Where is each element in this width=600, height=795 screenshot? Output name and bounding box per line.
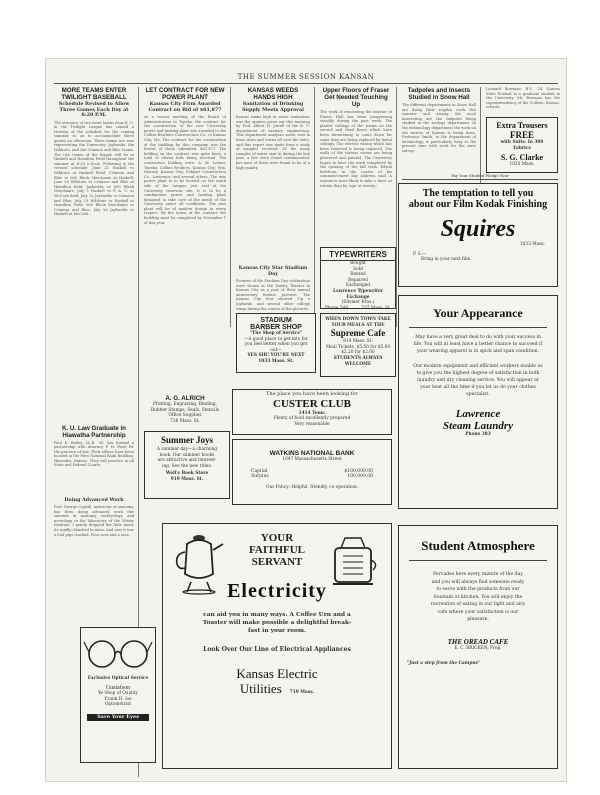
ad-line: ing. See the new titles.: [161, 463, 213, 469]
ad-title: Supreme Cafe: [330, 328, 386, 339]
subhead: Schedule Revised to Allow Three Games Each Day at 6:20 P.M.: [58, 101, 130, 118]
capital-value: $100,000.00: [344, 468, 373, 474]
ad-line: Printing, Engraving, Binding,: [152, 402, 218, 407]
ad-address: 737 Mass. St.: [361, 305, 391, 309]
ad-line: $2.20 for $2.00: [341, 350, 375, 356]
ad-paragraph: Our modern equipment and efficient workers enable us to give you the highest degree of satisfaction in both laundry and dry cleaning service. You will appear at your best all the time if you let us do your clothes specialist.: [413, 364, 543, 397]
ad-line: Rented: [350, 272, 366, 278]
headline: KANSAS WEEDS HANDS HIGH: [247, 87, 299, 101]
ad-slogan: "Just a step from the Campus": [407, 661, 481, 667]
ad-store: THE OREAD CAFE: [447, 637, 509, 646]
fraser-article: [320, 87, 392, 270]
ad-line: WELCOME: [344, 361, 372, 367]
ad-paragraph: Pervades here every minute of the day and you will always find someone ready to serve with the products from our fountain or kitchen. You will enjoy the recreation of eating in our light and airy cafe where your satisfaction is our pleasure.: [430, 572, 526, 622]
ad-line: can aid you in many ways. A Coffee Urn and a: [203, 612, 351, 618]
ad-headline: YOUR: [260, 532, 294, 544]
ad-phone: Phone 548: [325, 305, 349, 309]
surplus-row: [233, 474, 391, 479]
ad-owner: E. C. BRICKEN, Prop.: [454, 645, 502, 651]
ad-line: P. S.—: [413, 251, 427, 257]
ad-line: YOUR MEALS AT THE: [331, 322, 385, 328]
column-divider: [396, 87, 397, 327]
ad-address: 1414 Tenn.: [298, 410, 326, 416]
ad-title: Extra Trousers: [496, 121, 548, 130]
article-body: Pictures of the Stadium Day celebration were shown at the Varsity Theater in Kansas City as a part of their annual anniversary feature pictures. The Kansas City Star showed 'Up a Jayhawk', and several other college songs during the course of the pictures.: [236, 279, 310, 311]
ad-line: Plenty of food excellently prepared: [273, 416, 351, 422]
ad-address: 719 Mass.: [289, 690, 315, 695]
supreme-cafe-ad: [320, 313, 396, 377]
ad-line: 736 Mass. St.: [170, 418, 200, 424]
ad-phone: Phone 383: [465, 432, 491, 437]
ad-title: WATKINS NATIONAL BANK: [269, 450, 355, 457]
stadium-barber-ad: [236, 313, 316, 373]
ad-line: Toaster will make possible a delightful break-: [202, 620, 352, 626]
ad-banner: Save Your Eyes: [87, 714, 149, 721]
oread-cafe-ad: [398, 525, 558, 769]
ad-line: book. Our summer books: [159, 452, 215, 458]
column-divider: [314, 87, 315, 327]
ad-title: Summer Joys: [160, 435, 214, 445]
ad-line: Look Over Our Line of Electrical Appliances: [203, 646, 351, 653]
ad-title: STADIUM: [260, 317, 292, 324]
section-rule: [402, 179, 558, 180]
company-row: [163, 681, 391, 697]
alrich-ad: [144, 395, 226, 424]
ad-title: BARBER SHOP: [250, 324, 302, 331]
spectacles-icon: [82, 632, 154, 672]
ad-address: 914 Mass. St.: [343, 339, 373, 345]
ad-line: Ye Shop of Quality: [97, 691, 139, 697]
subhead: Doing Advanced Work: [64, 496, 124, 503]
ad-line: Exclusive Optical Service: [87, 676, 149, 681]
electricity-ad: [162, 523, 392, 769]
laundry-ad: [398, 295, 558, 509]
ad-title: Student Atmosphere: [421, 538, 535, 553]
ad-line: Bought: [350, 261, 366, 266]
subhead: Kansas City Star Stadium Day: [238, 265, 308, 277]
ad-line: are attractive and interest-: [157, 458, 217, 464]
ad-line: Sold: [353, 266, 363, 272]
ad-line: The place you have been looking for: [266, 391, 358, 397]
ad-line: Exchanged: [345, 283, 371, 289]
ad-line: Repaired: [348, 277, 368, 283]
ad-address: 1047 Massachusetts Street: [282, 457, 342, 462]
pledge-footer: Pay Your Student Pledge Now: [451, 173, 509, 178]
masthead: THE SUMMER SESSION KANSAN: [237, 73, 375, 81]
baseball-article: [54, 87, 134, 577]
article-body: Kansas ranks high in water sanitation, was the opinion given out this morning by Prof. Albert H. Jewell of the K. U. department of sanitary engineering. This department analyzes water sent in from cities and towns all over the state, and this report was made from a study of samples received. Of the many samples of water sent in during the last year, a few were found contaminated, but most of them were found to be of a high quality.: [236, 115, 310, 170]
ad-headline: SERVANT: [251, 556, 303, 568]
ad-address: 1033 Mass. St.: [258, 358, 294, 364]
ad-line: The temptation to tell you: [422, 188, 534, 199]
headline: Tadpoles and Insects Studied in Snow Hall: [407, 87, 471, 101]
capital-label: Capital: [251, 468, 268, 474]
ad-line: Meal Tickets, $5.50 for $5.00: [325, 344, 391, 350]
squires-kodak-ad: [398, 183, 558, 287]
ad-slogan: "The Shop of Service": [249, 331, 303, 336]
company-name: Kansas Electric: [236, 666, 318, 681]
power-plant-article: [144, 87, 226, 399]
headline: MORE TEAMS ENTER TWILIGHT BASEBALL: [61, 87, 127, 101]
ad-rule: [409, 560, 547, 561]
summer-joys-ad: [144, 431, 230, 499]
bank-ad: [232, 439, 392, 505]
optical-ad: [80, 627, 156, 763]
ad-line: (Ellsmer Bros.): [341, 300, 375, 306]
ad-rule: [409, 327, 547, 328]
ad-headline: FAITHFUL: [248, 544, 306, 556]
article-body: Prof. George Coghill, instructor of anatomy, has been doing advanced work this summer in anatomy, embryology, and neurology in the laboratory of the Wistar Institute. I gently dropped the little hand; its rigidly clenched to mine, And now it was a bud pips cracked. Four aces and a nine.: [54, 505, 134, 537]
article-body: The entrance of two more teams from K. U. in the Twilight League has caused a revision of the schedule for the coming summer so as to accommodate three games an afternoon. Three teams are now representing the University: Jayhawks, the Wildcats, and the Crimson and Blue teams. The two teams of the league will be at Haskell and Hamilton Field throughout the summer at 6:20 o'clock. Following is the revised schedule: June 21 Haskell vs Wildcats at Haskell Field; Crimson and Blue vs 600 Block Merchants at Haskell; June 28 Wildcats vs Crimson and Blue at Hamilton field; Jayhawks vs 600 Block Merchants; July 5 Haskell vs P. A. U. at McCosh field; July 12 Jayhawks vs Crimson and Blue; July 19 Wildcats vs Haskell at Hamilton Field; 600 Block Merchants vs Crimson and Blue; July 26 Jayhawks vs Haskell at McCosh.: [54, 120, 134, 217]
ad-line: Bring in your next film.: [421, 257, 472, 263]
water-article: [236, 87, 310, 327]
ad-line: about our Film Kodak Finishing: [408, 199, 548, 210]
ad-line: WHEN DOWN TOWN TAKE: [325, 317, 391, 322]
ad-line: you feel better when you get: [244, 342, 308, 348]
ad-line: fast in your room.: [247, 628, 307, 634]
snow-hall-article: [402, 87, 476, 171]
ad-title: Electricity: [227, 580, 327, 602]
article-body: The work of renovating the interior of Fraser Hall has been progressing steadily during the past week. The plaster ceilings of the rooms on the second and third floors which have been threatening to come down for some time are being replaced by metal ceilings. The electric wiring which has been removed is being replaced. The walls of the various rooms are being plastered and painted. The University hopes to have the work completed by the opening of the fall term. Edwin Ketchem, in the course of his commencement day address, said 'A woman is more likely to take a 'dare' at twenty than by 'age' at twenty.': [320, 110, 392, 188]
ad-line: Well's Book Store: [165, 471, 209, 477]
ad-line: Our Policy: Helpful, friendly, co-operation.: [265, 484, 359, 490]
bowman-note: [486, 87, 560, 110]
toaster-icon: [323, 530, 383, 596]
newspaper-page: [45, 58, 567, 782]
ad-line: STUDENTS ALWAYS: [333, 355, 383, 361]
custer-club-ad: [232, 389, 392, 435]
ad-line: Frank H. Ise: [104, 696, 132, 702]
ad-line: with Suits. In 300: [500, 140, 544, 145]
trousers-ad: [486, 117, 558, 173]
ad-title: Your Appearance: [433, 306, 523, 320]
subhead: Kansas City Firm Awarded Contract on Bid of $61,877: [148, 101, 222, 113]
column-divider: [480, 87, 481, 187]
company-name: Utilities: [239, 681, 282, 696]
ad-paragraph: May have a very great deal to do with your success in life. You will at least have a better chance to succeed if your wearing apparel is in spick and span condition.: [413, 335, 543, 354]
masthead-rule: [54, 83, 558, 84]
ad-line: —A good place to get into for: [244, 336, 308, 342]
ad-line: out—: [270, 347, 282, 353]
ad-title: CUSTER CLUB: [273, 397, 351, 410]
article-body: Leonard Bowman, B.S. '24, Kansas State Normal, is a graduate student in the University. Mr. Bowman has the superintendency of the Colleen, Kansas, schools.: [486, 87, 560, 110]
ad-address: 1033 Mass.: [509, 162, 535, 168]
brand-logo: Squires: [440, 216, 516, 242]
subhead: Sanitation of Drinking Supply Meets Approval: [242, 101, 304, 113]
ad-line: Fabrics: [513, 145, 531, 151]
article-body: The different departments in Snow Hall are doing their regular work this summer and among the most interesting are the tadpoles being studied in the zoology department. In the entomology department the work on the insects of Kansas is being done. Professor Smith, in the department of entomology, is particularly busy at the present time with work for the state survey.: [402, 103, 476, 153]
ad-line: Very reasonable: [294, 421, 330, 427]
ad-line: Rubber Stamps, Seals, Stencils: [150, 407, 220, 413]
article-body: Paul R. Bailey, LL.B. '30, has formed a partnership with Attorney F. H. Pearl for the practice of law. Their offices have been located in the First National Bank Building, Hiawatha, Kansas. They will practice in all State and Federal Courts.: [54, 440, 134, 468]
typewriter-ad: [320, 247, 396, 309]
ad-line: 919 Mass. St.: [170, 476, 204, 482]
surplus-value: 100,000.00: [347, 473, 373, 479]
ad-title: FREE: [509, 130, 534, 140]
headline: LET CONTRACT FOR NEW POWER PLANT: [145, 87, 225, 101]
ad-tag: YES SIR! YOU'RE NEXT: [247, 353, 305, 359]
headline: K. U. Law Graduate in Hiawatha Partnership: [62, 424, 126, 439]
ad-address: 1033 Mass.: [519, 242, 545, 247]
ad-line: Gustafson: [105, 684, 131, 691]
coffee-urn-icon: [171, 530, 227, 596]
headline: Upper Floors of Fraser Get Needed Touching Up: [322, 87, 390, 108]
ad-line: Office Supplies: [168, 413, 202, 419]
ad-line: A summer day—a charming: [156, 447, 218, 452]
column-divider: [230, 87, 231, 327]
ad-footer: [321, 306, 395, 309]
ad-store: Lawrence Typewriter Exchange: [332, 288, 383, 300]
ad-title: TYPEWRITERS: [321, 251, 395, 261]
article-body: At a recent meeting of the Board of Administration in Topeka, the contract for the construction of the new University power and heating plant was awarded to the Collins Brothers Construction Co., of Kansas City, Mo. The contract for the construction of the building by this company was the lowest of those submitted, $61,877. The bidding on the contract was quite keen, a total of eleven bids being received. The contractors bidding were: A. M. Lerner, Topeka; Collins Brothers, Kansas City; Wm. Hanney, Kansas City; Eckhart Construction Co., Lawrence; and several others. The new power plant is to be located on the south side of the campus, just east of the University reservoir site. It is to be a combination power and heating plant designed to take care of the needs of the University under all conditions. The new plant will be of modern design in every respect. By the terms of the contract the building must be completed by November 1 of this year.: [144, 115, 226, 225]
ad-title: A. G. ALRICH: [165, 395, 205, 402]
ad-store: Lawrence: [455, 408, 501, 420]
ad-line: Optometrist: [104, 702, 132, 708]
ad-store: S. G. Clarke: [500, 153, 544, 163]
ad-store: Steam Laundry: [443, 420, 513, 432]
surplus-label: Surplus: [251, 473, 269, 479]
